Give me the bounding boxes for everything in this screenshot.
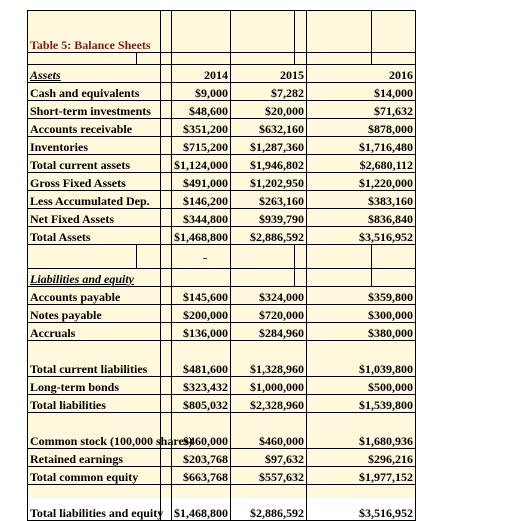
assets-header-row bbox=[28, 65, 416, 83]
row-label: Total current liabilities bbox=[28, 341, 161, 377]
value-2016: $383,160 bbox=[307, 191, 416, 209]
liabilities-header: Liabilities and equity bbox=[28, 269, 161, 287]
value-2016: $1,716,480 bbox=[307, 137, 416, 155]
value-2015: $1,202,950 bbox=[231, 173, 307, 191]
value-2014: $48,600 bbox=[172, 101, 231, 119]
value-2014: $481,600 bbox=[172, 341, 231, 377]
value-2014: $805,032 bbox=[172, 395, 231, 413]
table-row bbox=[28, 227, 416, 245]
value-2015: $939,790 bbox=[231, 209, 307, 227]
value-2014: $9,000 bbox=[172, 83, 231, 101]
value-2016: $1,220,000 bbox=[307, 173, 416, 191]
value-2016: $3,516,952 bbox=[307, 227, 416, 245]
value-2014: $351,200 bbox=[172, 119, 231, 137]
table-row bbox=[28, 395, 416, 413]
row-label: Total liabilities and equity bbox=[28, 485, 161, 521]
table-row bbox=[28, 137, 416, 155]
value-2014: $203,768 bbox=[172, 449, 231, 467]
table-row bbox=[28, 101, 416, 119]
row-label: Accounts receivable bbox=[28, 119, 161, 137]
value-2015: $1,328,960 bbox=[231, 341, 307, 377]
table-row bbox=[28, 323, 416, 341]
value-2015: $2,886,592 bbox=[231, 485, 307, 521]
table-row bbox=[28, 191, 416, 209]
table-row bbox=[28, 467, 416, 485]
value-2016: $1,039,800 bbox=[307, 341, 416, 377]
value-2014: $491,000 bbox=[172, 173, 231, 191]
row-label: Cash and equivalents bbox=[28, 83, 161, 101]
value-2016: $500,000 bbox=[307, 377, 416, 395]
row-label: Total Assets bbox=[28, 227, 161, 245]
year-2014-header: 2014 bbox=[172, 65, 231, 83]
value-2016: $300,000 bbox=[307, 305, 416, 323]
table-row bbox=[28, 305, 416, 323]
value-2016: $1,680,936 bbox=[307, 413, 416, 449]
value-2014: $323,432 bbox=[172, 377, 231, 395]
value-2014: $136,000 bbox=[172, 323, 231, 341]
row-label: Short-term investments bbox=[28, 101, 161, 119]
value-2015: $97,632 bbox=[231, 449, 307, 467]
row-label: Total current assets bbox=[28, 155, 161, 173]
row-label: Gross Fixed Assets bbox=[28, 173, 161, 191]
table-row bbox=[28, 287, 416, 305]
value-2015: $460,000 bbox=[231, 413, 307, 449]
value-2014: $145,600 bbox=[172, 287, 231, 305]
row-label: Total common equity bbox=[28, 467, 161, 485]
table-title: Table 5: Balance Sheets bbox=[28, 11, 161, 53]
table-row bbox=[28, 449, 416, 467]
row-label: Net Fixed Assets bbox=[28, 209, 161, 227]
table-row bbox=[28, 209, 416, 227]
liabilities-header-row bbox=[28, 269, 416, 287]
table-row bbox=[28, 155, 416, 173]
row-label: Notes payable bbox=[28, 305, 161, 323]
table-row bbox=[28, 413, 416, 449]
row-label: Retained earnings bbox=[28, 449, 161, 467]
value-2014: $1,124,000 bbox=[172, 155, 231, 173]
year-2015-header: 2015 bbox=[231, 65, 307, 83]
table-row bbox=[28, 83, 416, 101]
value-2016: $359,800 bbox=[307, 287, 416, 305]
assets-header: Assets bbox=[28, 65, 161, 83]
value-2016: $296,216 bbox=[307, 449, 416, 467]
value-2016: $836,840 bbox=[307, 209, 416, 227]
value-2016: $1,977,152 bbox=[307, 467, 416, 485]
value-2015: $2,886,592 bbox=[231, 227, 307, 245]
value-2015: $557,632 bbox=[231, 467, 307, 485]
table-row bbox=[28, 341, 416, 377]
row-label: Accounts payable bbox=[28, 287, 161, 305]
row-label: Inventories bbox=[28, 137, 161, 155]
table-row bbox=[28, 377, 416, 395]
value-2015: $2,328,960 bbox=[231, 395, 307, 413]
row-label: Less Accumulated Dep. bbox=[28, 191, 161, 209]
value-2014: $1,468,800 bbox=[172, 227, 231, 245]
value-2016: $2,680,112 bbox=[307, 155, 416, 173]
value-2015: $324,000 bbox=[231, 287, 307, 305]
value-2015: $720,000 bbox=[231, 305, 307, 323]
table-row bbox=[28, 485, 416, 521]
value-2016: $1,539,800 bbox=[307, 395, 416, 413]
value-2015: $1,946,802 bbox=[231, 155, 307, 173]
stray-mark bbox=[203, 258, 207, 259]
value-2014: $344,800 bbox=[172, 209, 231, 227]
assets-section bbox=[28, 65, 416, 245]
row-label: Total liabilities bbox=[28, 395, 161, 413]
value-2014: $663,768 bbox=[172, 467, 231, 485]
value-2016: $14,000 bbox=[307, 83, 416, 101]
value-2016: $380,000 bbox=[307, 323, 416, 341]
liabilities-section bbox=[28, 269, 416, 521]
value-2015: $1,287,360 bbox=[231, 137, 307, 155]
value-2015: $284,960 bbox=[231, 323, 307, 341]
balance-sheet-table bbox=[27, 10, 416, 521]
value-2014: $715,200 bbox=[172, 137, 231, 155]
value-2015: $263,160 bbox=[231, 191, 307, 209]
value-2015: $1,000,000 bbox=[231, 377, 307, 395]
value-2014: $460,000 bbox=[172, 413, 231, 449]
value-2016: $71,632 bbox=[307, 101, 416, 119]
value-2014: $200,000 bbox=[172, 305, 231, 323]
value-2014: $1,468,800 bbox=[172, 485, 231, 521]
value-2015: $7,282 bbox=[231, 83, 307, 101]
table-row bbox=[28, 119, 416, 137]
value-2015: $632,160 bbox=[231, 119, 307, 137]
table-row bbox=[28, 173, 416, 191]
value-2014: $146,200 bbox=[172, 191, 231, 209]
value-2015: $20,000 bbox=[231, 101, 307, 119]
value-2016: $3,516,952 bbox=[307, 485, 416, 521]
spacer-row bbox=[28, 245, 416, 269]
row-label: Long-term bonds bbox=[28, 377, 161, 395]
row-label: Accruals bbox=[28, 323, 161, 341]
year-2016-header: 2016 bbox=[307, 65, 416, 83]
value-2016: $878,000 bbox=[307, 119, 416, 137]
row-label: Common stock (100,000 shares) bbox=[28, 413, 161, 449]
